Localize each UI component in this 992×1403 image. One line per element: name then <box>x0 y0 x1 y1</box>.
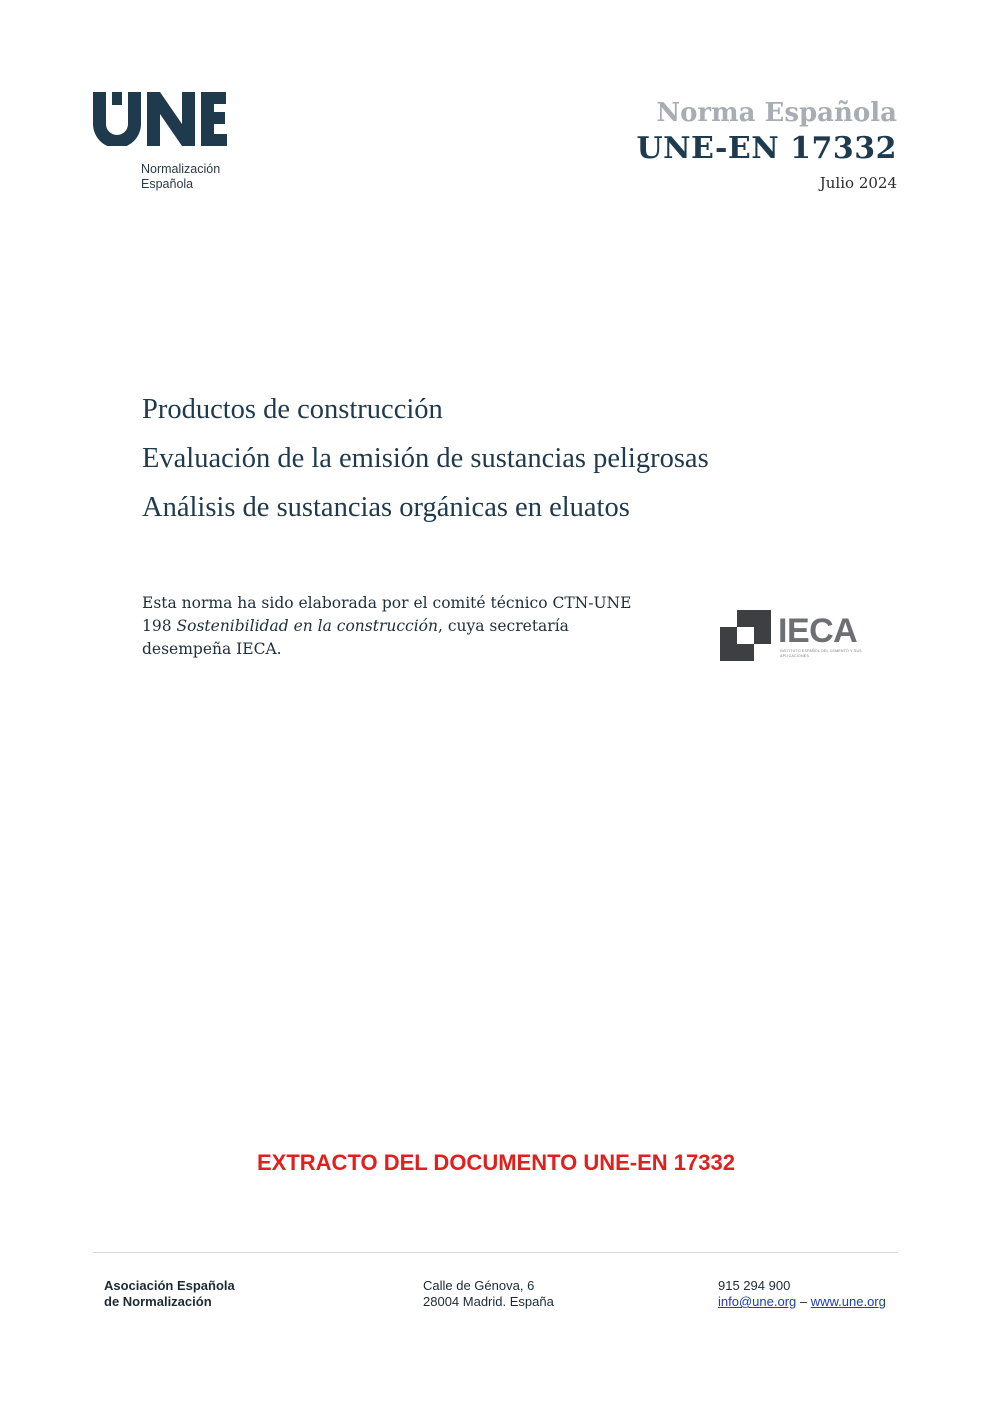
footer-org-line2: de Normalización <box>104 1294 212 1309</box>
footer-org-line1: Asociación Española <box>104 1278 235 1293</box>
document-titles <box>142 385 709 532</box>
footer-links <box>718 1294 886 1310</box>
title-line-1: Productos de construcción <box>142 394 443 425</box>
footer-contact <box>718 1278 886 1310</box>
footer-divider <box>93 1252 898 1253</box>
une-logo <box>93 90 243 191</box>
footer-address-line1: Calle de Génova, 6 <box>423 1278 535 1293</box>
committee-text-after: , cuya secretaría desempeña IECA. <box>142 617 569 658</box>
une-logo-mark <box>93 90 228 146</box>
website-link[interactable]: www.une.org <box>810 1294 886 1309</box>
ieca-subtitle: INSTITUTO ESPAÑOL DEL CEMENTO Y SUS APLICACIONES <box>780 649 862 658</box>
committee-text-before: Esta norma ha sido elaborada por el comité técnico CTN-UNE 198 <box>142 594 632 635</box>
email-link[interactable]: info@une.org <box>718 1294 797 1309</box>
ieca-wordmark: IECA <box>778 612 858 650</box>
logo-subtitle-line1: Normalización <box>141 162 221 176</box>
footer-address <box>423 1278 554 1310</box>
footer-organization <box>104 1278 235 1310</box>
ieca-logo <box>720 610 870 662</box>
committee-name: Sostenibilidad en la construcción <box>176 617 438 635</box>
footer-phone: 915 294 900 <box>718 1278 791 1293</box>
standard-code: UNE-EN 17332 <box>636 131 897 166</box>
ieca-logo-mark <box>720 610 772 662</box>
title-line-2: Evaluación de la emisión de sustancias peligrosas <box>142 443 709 474</box>
committee-statement <box>142 592 662 661</box>
logo-subtitle-line2: Española <box>141 177 194 191</box>
link-separator: – <box>796 1294 811 1309</box>
standard-header <box>636 96 897 196</box>
title-line-3: Análisis de sustancias orgánicas en eluatos <box>142 492 630 523</box>
logo-subtitle <box>141 162 261 192</box>
publication-date: Julio 2024 <box>819 174 897 192</box>
extract-notice: EXTRACTO DEL DOCUMENTO UNE-EN 17332 <box>257 1150 735 1175</box>
norma-label: Norma Española <box>656 98 897 128</box>
footer-address-line2: 28004 Madrid. España <box>423 1294 554 1309</box>
